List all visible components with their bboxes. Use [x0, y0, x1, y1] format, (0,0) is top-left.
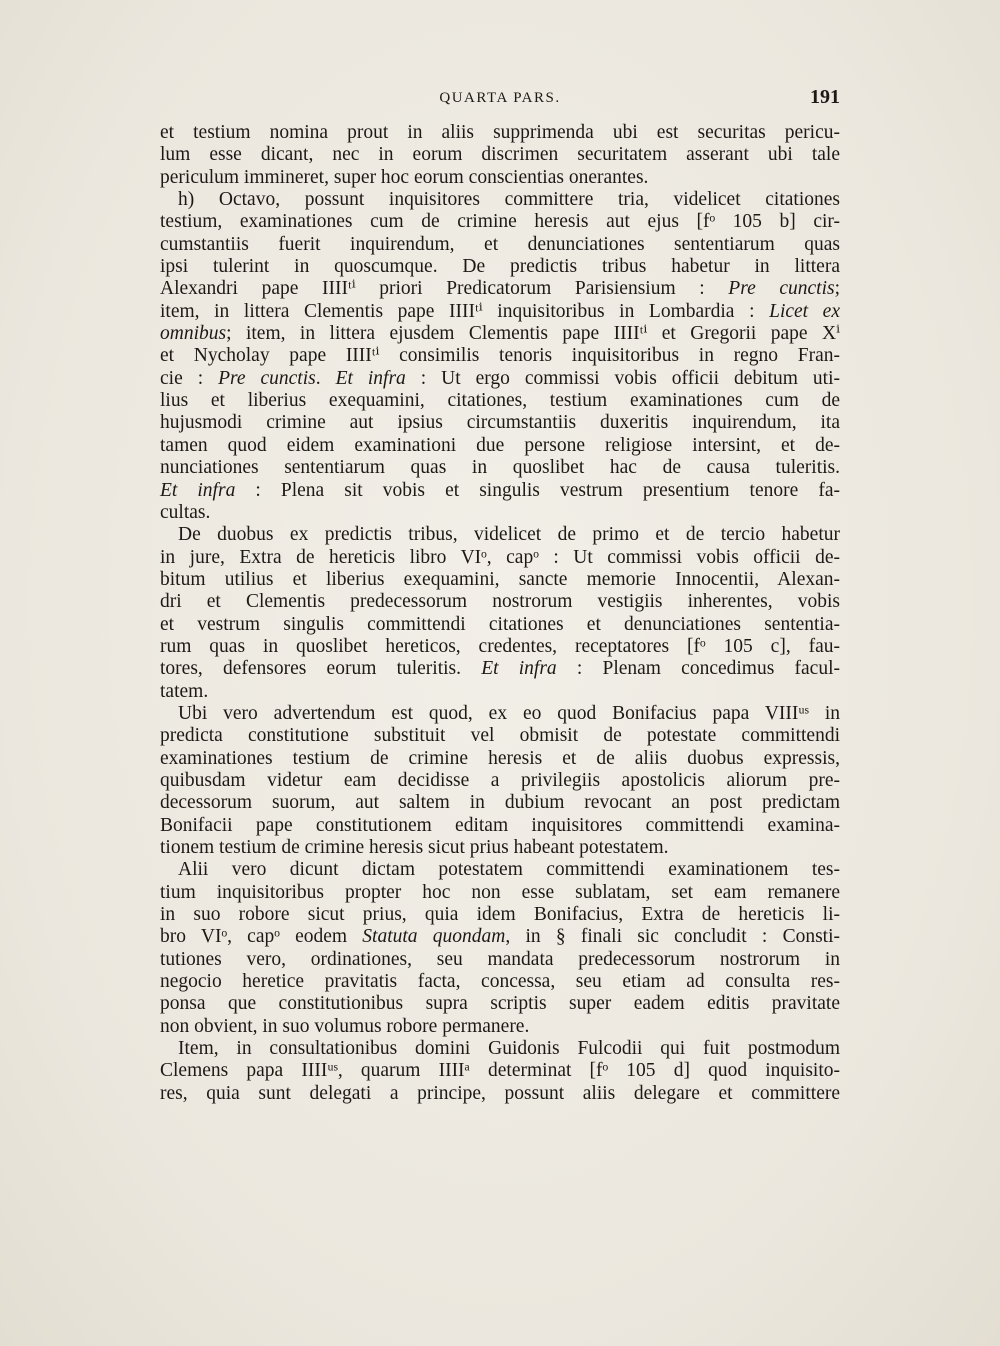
page-number: 191: [810, 86, 840, 108]
text-line: periculum immineret, super hoc eorum conscientias onerantes.: [160, 166, 649, 188]
text-line: hujusmodi crimine aut ipsius circumstantiis duxeritis inquirendum, ita: [160, 412, 840, 434]
text-line: Et infra : Plena sit vobis et singulis vestrum presentium tenore fa-: [160, 479, 840, 501]
text-line: h) Octavo, possunt inquisitores committere tria, videlicet citationes: [178, 189, 840, 211]
page-header: [160, 86, 840, 112]
text-line: predicta constitutione substituit vel obmisit de potestate committendi: [160, 725, 840, 747]
text-line: tatem.: [160, 680, 209, 702]
body-text: [160, 122, 840, 1105]
text-line: in suo robore sicut prius, quia idem Bonifacius, Extra de hereticis li-: [160, 904, 840, 926]
text-line: Clemens papa IIIIᵘˢ, quarum IIIIᵃ determinat [fᵒ 105 d] quod inquisito-: [160, 1060, 840, 1082]
text-line: quibusdam videtur eam decidisse a privilegiis apostolicis aliorum pre-: [160, 769, 840, 791]
text-line: et testium nomina prout in aliis supprimenda ubi est securitas pericu-: [160, 122, 840, 143]
text-line: examinationes testium de crimine heresis et de aliis duobus expressis,: [160, 747, 840, 769]
text-line: in jure, Extra de hereticis libro VIᵒ, capᵒ : Ut commissi vobis officii de-: [160, 546, 840, 568]
text-line: cie : Pre cunctis. Et infra : Ut ergo commissi vobis officii debitum uti-: [160, 367, 840, 389]
text-line: cultas.: [160, 501, 211, 523]
text-line: dri et Clementis predecessorum nostrorum vestigiis inherentes, vobis: [160, 591, 840, 613]
text-line: et Nycholay pape IIIIᵗⁱ consimilis tenoris inquisitoribus in regno Fran-: [160, 345, 840, 367]
text-line: Alii vero dicunt dictam potestatem committendi examinationem tes-: [178, 859, 840, 881]
text-line: lum esse dicant, nec in eorum discrimen securitatem asserant ubi tale: [160, 144, 840, 166]
text-line: tores, defensores eorum tuleritis. Et infra : Plenam concedimus facul-: [160, 658, 840, 680]
text-line: tium inquisitoribus propter hoc non esse sublatam, set eam remanere: [160, 881, 840, 903]
text-line: item, in littera Clementis pape IIIIᵗⁱ inquisitoribus in Lombardia : Licet ex: [160, 300, 840, 322]
text-line: bitum utilius et liberius exequamini, sancte memorie Innocentii, Alexan-: [160, 568, 840, 590]
text-line: ipsi tulerint in quoscumque. De predictis tribus habetur in littera: [160, 256, 840, 278]
text-line: rum quas in quoslibet hereticos, credentes, receptatores [fᵒ 105 c], fau-: [160, 635, 840, 657]
text-line: testium, examinationes cum de crimine heresis aut ejus [fᵒ 105 b] cir-: [160, 211, 840, 233]
text-line: lius et liberius exequamini, citationes, testium examinationes cum de: [160, 390, 840, 412]
text-line: et vestrum singulis committendi citationes et denunciationes sententia-: [160, 613, 840, 635]
text-line: tamen quod eidem examinationi due persone religiose intersint, et de-: [160, 434, 840, 456]
running-title: QUARTA PARS.: [439, 90, 561, 106]
text-line: ponsa que constitutionibus supra scriptis super eadem editis pravitate: [160, 993, 840, 1015]
text-line: omnibus; item, in littera ejusdem Clementis pape IIIIᵗⁱ et Gregorii pape Xⁱ: [160, 323, 840, 345]
text-line: Alexandri pape IIIIᵗⁱ priori Predicatorum Parisiensium : Pre cunctis;: [160, 278, 841, 300]
text-line: bro VIᵒ, capᵒ eodem Statuta quondam, in § finali sic concludit : Consti-: [160, 926, 840, 948]
text-line: non obvient, in suo volumus robore permanere.: [160, 1015, 530, 1037]
text-line: Ubi vero advertendum est quod, ex eo quod Bonifacius papa VIIIᵘˢ in: [178, 702, 840, 724]
text-line: Item, in consultationibus domini Guidonis Fulcodii qui fuit postmodum: [178, 1038, 840, 1060]
text-line: negocio heretice pravitatis facta, concessa, seu etiam ad consulta res-: [160, 971, 840, 993]
text-line: decessorum suorum, aut saltem in dubium revocant an post predictam: [160, 792, 840, 814]
text-line: res, quia sunt delegati a principe, possunt aliis delegare et committere: [160, 1082, 840, 1104]
text-line: cumstantiis fuerit inquirendum, et denunciationes sententiarum quas: [160, 233, 840, 255]
text-line: tionem testium de crimine heresis sicut prius habeant potestatem.: [160, 837, 669, 858]
text-line: nunciationes sententiarum quas in quoslibet hac de causa tuleritis.: [160, 457, 840, 479]
text-line: tutiones vero, ordinationes, seu mandata predecessorum nostrorum in: [160, 948, 840, 970]
text-line: Bonifacii pape constitutionem editam inquisitores committendi examina-: [160, 814, 840, 836]
text-line: De duobus ex predictis tribus, videlicet de primo et de tercio habetur: [178, 524, 840, 546]
